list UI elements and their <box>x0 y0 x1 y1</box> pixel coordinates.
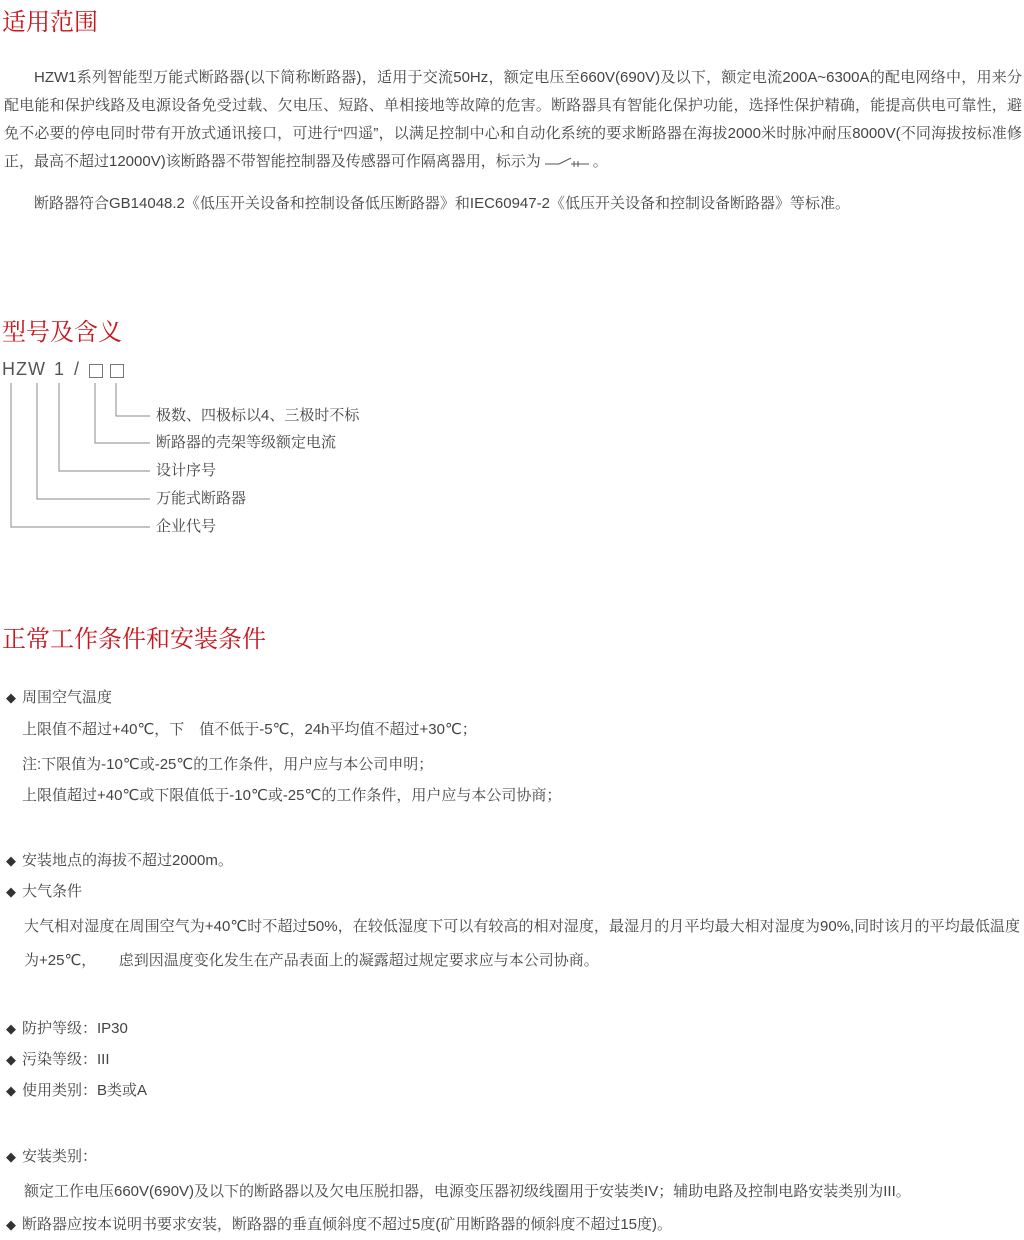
temp-heading <box>6 688 112 708</box>
temp-line-2: 注:下限值为-10℃或-25℃的工作条件，用户应与本公司申明； <box>22 756 434 773</box>
label-frame-current: 断路器的壳架等级额定电流 <box>156 434 337 451</box>
label-breaker-type: 万能式断路器 <box>156 490 247 507</box>
protection-item <box>6 1019 128 1039</box>
bullet-diamond-icon: ◆ <box>6 884 16 899</box>
line-frame-current <box>95 383 150 443</box>
conditions-title: 正常工作条件和安装条件 <box>2 626 266 653</box>
bullet-diamond-icon: ◆ <box>6 1149 16 1164</box>
bullet-diamond-icon: ◆ <box>6 690 16 705</box>
line-poles <box>116 383 150 416</box>
usage-item <box>6 1081 147 1101</box>
scope-paragraph-1-end: 。 <box>592 153 608 170</box>
label-company-code: 企业代号 <box>156 518 217 535</box>
scope-title: 适用范围 <box>2 9 98 36</box>
model-diagram-lines <box>0 0 1024 560</box>
atmos-text: 大气相对湿度在周围空气为+40℃时不超过50%，在较低湿度下可以有较高的相对湿度，最湿月的月平均最大相对湿度为90%,同时该月的平均最低温度为+25℃， 虑到因温度变化发生在产品表面上的凝露超过规定要求应与本公司协商。 <box>24 918 1020 969</box>
temp-line-1: 上限值不超过+40℃，下 值不低于-5℃，24h平均值不超过+30℃； <box>22 721 477 738</box>
bullet-diamond-icon: ◆ <box>6 1021 16 1036</box>
temp-title: 周围空气温度 <box>22 689 113 706</box>
line-design-number <box>59 383 150 471</box>
bullet-diamond-icon: ◆ <box>6 1217 16 1232</box>
altitude-text: 安装地点的海拔不超过2000m。 <box>22 852 233 869</box>
label-poles: 极数、四极标以4、三极时不标 <box>156 407 360 424</box>
code-design-number: 1 <box>54 359 66 379</box>
install-heading <box>6 1147 97 1167</box>
label-design-number: 设计序号 <box>156 462 217 479</box>
bullet-diamond-icon: ◆ <box>6 853 16 868</box>
altitude-item <box>6 851 233 871</box>
line-company-code <box>11 383 150 527</box>
atmos-title: 大气条件 <box>22 883 83 900</box>
temp-line-3: 上限值超过+40℃或下限值低于-10℃或-25℃的工作条件，用户应与本公司协商； <box>22 787 562 804</box>
model-title: 型号及含义 <box>2 319 122 346</box>
code-separator: / <box>74 359 81 379</box>
line-breaker-type <box>37 383 150 499</box>
bullet-diamond-icon: ◆ <box>6 1052 16 1067</box>
usage-text: 使用类别：B类或A <box>22 1082 148 1099</box>
install-text: 额定工作电压660V(690V)及以下的断路器以及欠电压脱扣器，电源变压器初级线圈用于安装类IV；辅助电路及控制电路安装类别为III。 <box>24 1183 911 1200</box>
atmos-heading <box>6 882 82 902</box>
install-title: 安装类别： <box>22 1148 98 1165</box>
code-prefix: HZW <box>2 359 46 379</box>
pollution-text: 污染等级：III <box>22 1051 110 1068</box>
protection-text: 防护等级：IP30 <box>22 1020 128 1037</box>
pollution-item <box>6 1050 110 1070</box>
tilt-item <box>6 1215 672 1235</box>
scope-paragraph-1-text: HZW1系列智能型万能式断路器(以下简称断路器)，适用于交流50Hz，额定电压至660V(690V)及以下，额定电流200A~6300A的配电网络中，用来分配电能和保护线路及电源设备免受过载、欠电压、短路、单相接地等故障的危害。断路器具有智能化保护功能，选择性保护精确，能提高供电可靠性，避免不必要的停电同时带有开放式通讯接口，可进行“四遥”，以满足控制中心和自动化系统的要求断路器在海拔2000米时脉冲耐压8000V(不同海拔按标准修正，最高不超过12000V)该断路器不带智能控制器及传感器可作隔离器用，标示为 <box>4 69 1022 170</box>
bullet-diamond-icon: ◆ <box>6 1083 16 1098</box>
tilt-text: 断路器应按本说明书要求安装，断路器的垂直倾斜度不超过5度(矿用断路器的倾斜度不超过15度)。 <box>22 1216 673 1233</box>
scope-paragraph-2: 断路器符合GB14048.2《低压开关设备和控制设备低压断路器》和IEC60947-2《低压开关设备和控制设备断路器》等标准。 <box>34 195 850 212</box>
